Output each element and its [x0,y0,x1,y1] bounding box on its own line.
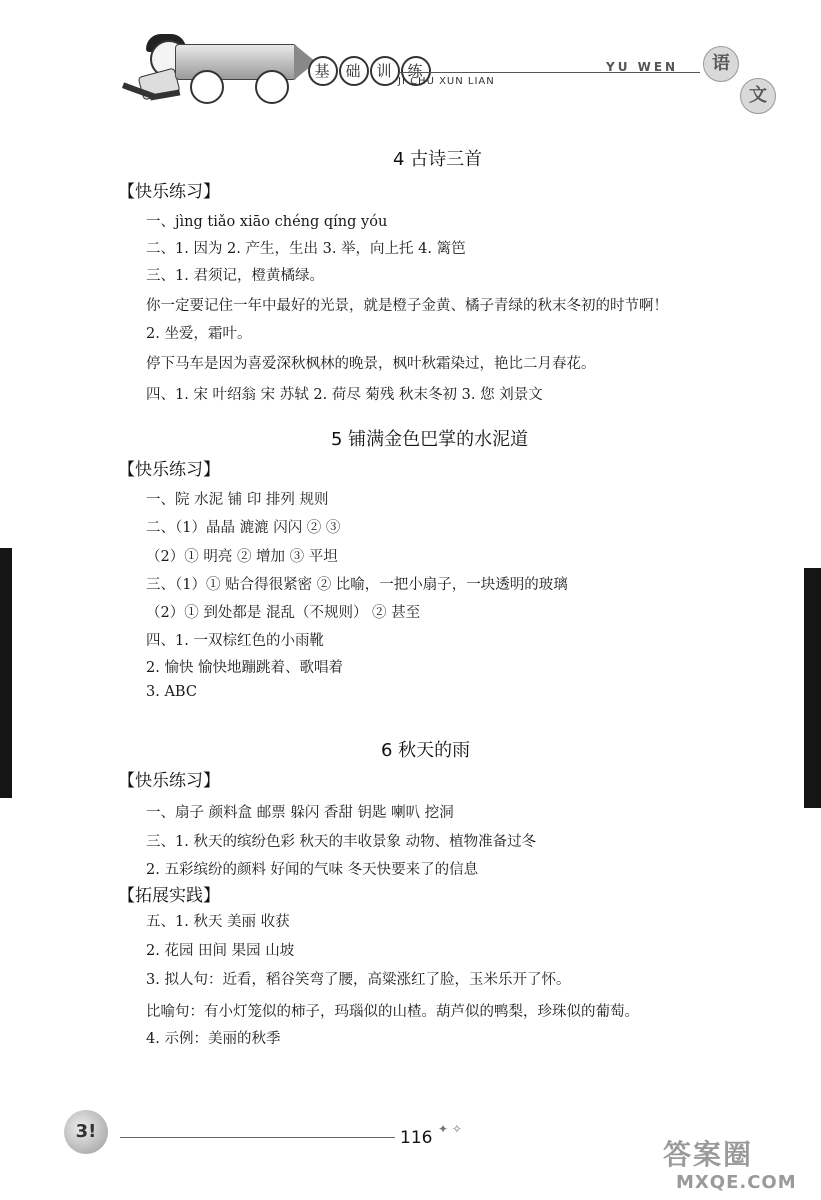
answer-line: 一、jìng tiǎo xiāo chéng qíng yóu [146,214,388,230]
subject-seal: 语 [703,46,739,82]
answer-line: 3. 拟人句：近看，稻谷笑弯了腰，高粱涨红了脸，玉米乐开了怀。 [146,972,571,988]
answer-line: （2）① 到处都是 混乱（不规则） ② 甚至 [146,605,421,621]
section-tag: 【快乐练习】 [118,771,220,791]
answer-line: 三、1. 君须记，橙黄橘绿。 [146,268,324,284]
answer-line: 四、1. 一双棕红色的小雨靴 [146,633,324,649]
scan-edge-bar [0,548,12,798]
banner-char: 础 [339,56,369,86]
answer-line: 2. 坐爱，霜叶。 [146,326,252,342]
answer-line: 2. 愉快 愉快地蹦跳着、歌唱着 [146,660,344,676]
answer-line: 你一定要记住一年中最好的光景，就是橙子金黄、橘子青绿的秋末冬初的时节啊！ [146,298,668,314]
sparkle-icon: ✦ ✧ [438,1122,462,1136]
answer-line: 五、1. 秋天 美丽 收获 [146,914,290,930]
answer-line: 4. 示例：美丽的秋季 [146,1031,281,1047]
watermark-url: MXQE.COM [676,1172,797,1193]
section-title: 5 铺满金色巴掌的水泥道 [331,429,529,450]
answer-line: 三、1. 秋天的缤纷色彩 秋天的丰收景象 动物、植物准备过冬 [146,834,537,850]
section-tag: 【快乐练习】 [118,460,220,480]
section-tag: 【快乐练习】 [118,182,220,202]
answer-line: 2. 五彩缤纷的颜料 好闻的气味 冬天快要来了的信息 [146,862,479,878]
answer-line: 2. 花园 田间 果园 山坡 [146,943,295,959]
answer-line: 比喻句：有小灯笼似的柿子，玛瑙似的山楂。葫芦似的鸭梨，珍珠似的葡萄。 [146,1004,639,1020]
section-title: 4 古诗三首 [393,149,483,170]
wheel-icon [190,70,224,104]
answer-line: 三、（1）① 贴合得很紧密 ② 比喻，一把小扇子，一块透明的玻璃 [146,577,568,593]
subject-label: YU WEN [606,60,679,74]
banner-char: 训 [370,56,400,86]
footer-divider [120,1137,395,1138]
banner-pinyin: JI CHU XUN LIAN [398,76,495,87]
scan-edge-bar [804,568,821,808]
answer-line: （2）① 明亮 ② 增加 ③ 平坦 [146,549,338,565]
section-title: 6 秋天的雨 [381,740,471,761]
footer-logo: 3! [64,1110,108,1154]
banner-char: 练 [401,56,431,86]
watermark-logo: 答案圈 [663,1138,754,1171]
banner-char: 基 [308,56,338,86]
wheel-icon [255,70,289,104]
section-tag: 【拓展实践】 [118,886,220,906]
answer-line: 3. ABC [146,684,197,700]
subject-seal: 文 [740,78,776,114]
answer-line: 停下马车是因为喜爱深秋枫林的晚景，枫叶秋霜染过，艳比二月春花。 [146,356,596,372]
answer-line: 二、1. 因为 2. 产生，生出 3. 举，向上托 4. 篱笆 [146,241,466,257]
answer-line: 二、（1）晶晶 漉漉 闪闪 ② ③ [146,520,341,536]
answer-line: 一、扇子 颜料盒 邮票 躲闪 香甜 钥匙 喇叭 挖洞 [146,805,454,821]
page-number: 116 [400,1128,433,1148]
answer-line: 一、院 水泥 铺 印 排列 规则 [146,492,329,508]
answer-line: 四、1. 宋 叶绍翁 宋 苏轼 2. 荷尽 菊残 秋末冬初 3. 您 刘景文 [146,387,543,403]
